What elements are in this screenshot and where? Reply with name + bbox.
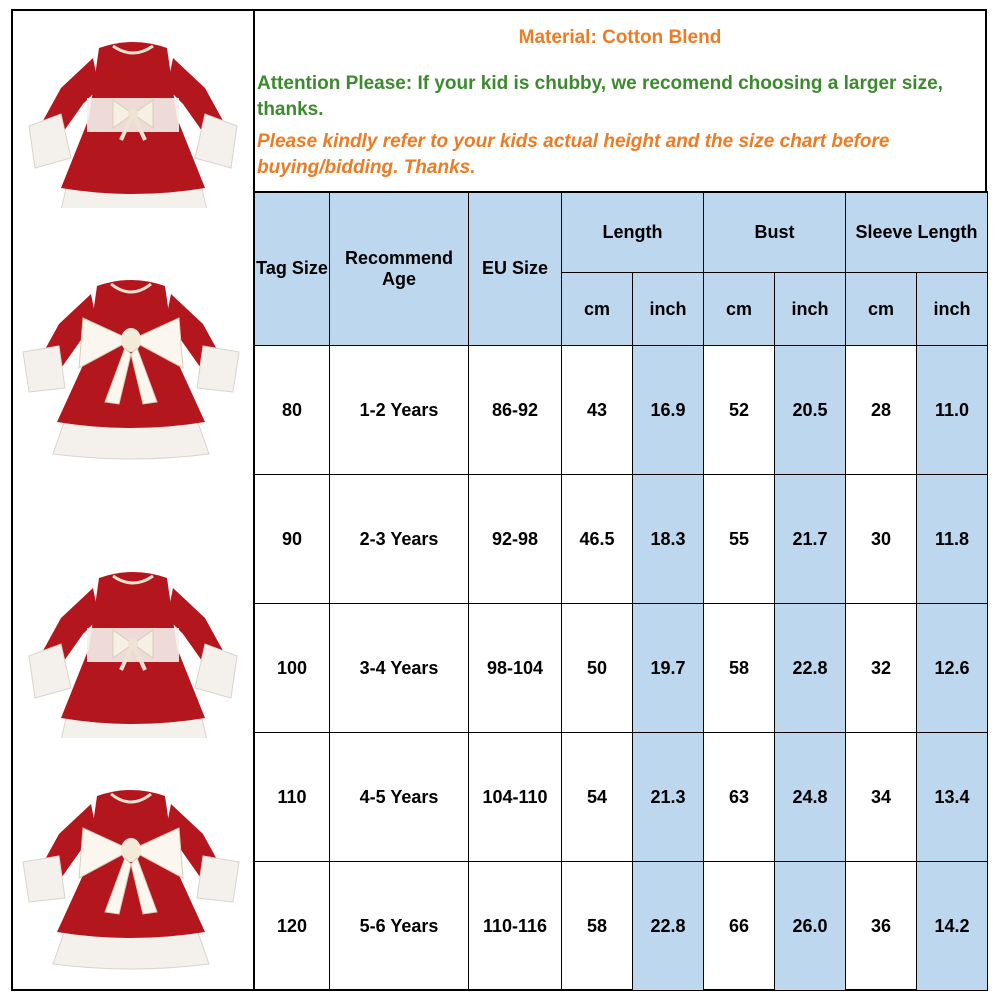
header-tag-size: Tag Size <box>255 192 330 346</box>
table-row <box>255 733 988 862</box>
header-sleeve-cm: cm <box>846 273 917 346</box>
header-recommend-age: Recommend Age <box>330 192 469 346</box>
age-cell: 3-4 Years <box>330 604 469 733</box>
bust-cm-cell: 66 <box>704 862 775 991</box>
header-length: Length <box>562 192 704 273</box>
length-inch-cell: 22.8 <box>633 862 704 991</box>
table-top-rule <box>254 191 987 193</box>
tag-size-cell: 110 <box>255 733 330 862</box>
bust-cm-cell: 63 <box>704 733 775 862</box>
sleeve-cm-cell: 34 <box>846 733 917 862</box>
bust-cm-cell: 58 <box>704 604 775 733</box>
sleeve-cm-cell: 36 <box>846 862 917 991</box>
tag-size-cell: 90 <box>255 475 330 604</box>
sleeve-inch-cell: 11.8 <box>917 475 988 604</box>
length-inch-cell: 16.9 <box>633 346 704 475</box>
header-bust-inch: inch <box>775 273 846 346</box>
length-cm-cell: 54 <box>562 733 633 862</box>
red-dress-lace-front-icon <box>21 548 245 738</box>
length-cm-cell: 50 <box>562 604 633 733</box>
header-sleeve-inch: inch <box>917 273 988 346</box>
length-cm-cell: 58 <box>562 862 633 991</box>
bust-cm-cell: 52 <box>704 346 775 475</box>
bust-inch-cell: 24.8 <box>775 733 846 862</box>
table-row <box>255 346 988 475</box>
bust-inch-cell: 20.5 <box>775 346 846 475</box>
bust-inch-cell: 26.0 <box>775 862 846 991</box>
red-dress-lace-front-icon <box>21 18 245 208</box>
header-eu-size: EU Size <box>469 192 562 346</box>
eu-size-cell: 98-104 <box>469 604 562 733</box>
length-cm-cell: 46.5 <box>562 475 633 604</box>
tag-size-cell: 120 <box>255 862 330 991</box>
sleeve-inch-cell: 14.2 <box>917 862 988 991</box>
tag-size-cell: 80 <box>255 346 330 475</box>
length-inch-cell: 18.3 <box>633 475 704 604</box>
age-cell: 1-2 Years <box>330 346 469 475</box>
red-dress-big-bow-icon <box>19 782 243 972</box>
bust-inch-cell: 21.7 <box>775 475 846 604</box>
kindly-refer-text: Please kindly refer to your kids actual height and the size chart before buying/bidding. Thanks. <box>257 131 890 178</box>
eu-size-cell: 86-92 <box>469 346 562 475</box>
sleeve-cm-cell: 32 <box>846 604 917 733</box>
attention-text: Attention Please: If your kid is chubby, we recomend choosing a larger size, thanks. <box>257 73 943 120</box>
header-length-inch: inch <box>633 273 704 346</box>
eu-size-cell: 104-110 <box>469 733 562 862</box>
red-dress-big-bow-icon <box>19 272 243 462</box>
sleeve-inch-cell: 12.6 <box>917 604 988 733</box>
material-text: Material: Cotton Blend <box>518 27 722 48</box>
age-cell: 2-3 Years <box>330 475 469 604</box>
header-sleeve-length: Sleeve Length <box>846 192 988 273</box>
sleeve-inch-cell: 13.4 <box>917 733 988 862</box>
table-row <box>255 862 988 991</box>
sleeve-cm-cell: 30 <box>846 475 917 604</box>
bust-cm-cell: 55 <box>704 475 775 604</box>
eu-size-cell: 92-98 <box>469 475 562 604</box>
length-inch-cell: 21.3 <box>633 733 704 862</box>
age-cell: 5-6 Years <box>330 862 469 991</box>
length-cm-cell: 43 <box>562 346 633 475</box>
table-row <box>255 604 988 733</box>
info-header <box>255 11 985 191</box>
bust-inch-cell: 22.8 <box>775 604 846 733</box>
size-chart-table <box>254 191 988 991</box>
sleeve-cm-cell: 28 <box>846 346 917 475</box>
length-inch-cell: 19.7 <box>633 604 704 733</box>
age-cell: 4-5 Years <box>330 733 469 862</box>
tag-size-cell: 100 <box>255 604 330 733</box>
header-length-cm: cm <box>562 273 633 346</box>
eu-size-cell: 110-116 <box>469 862 562 991</box>
header-bust-cm: cm <box>704 273 775 346</box>
sleeve-inch-cell: 11.0 <box>917 346 988 475</box>
table-row <box>255 475 988 604</box>
header-bust: Bust <box>704 192 846 273</box>
